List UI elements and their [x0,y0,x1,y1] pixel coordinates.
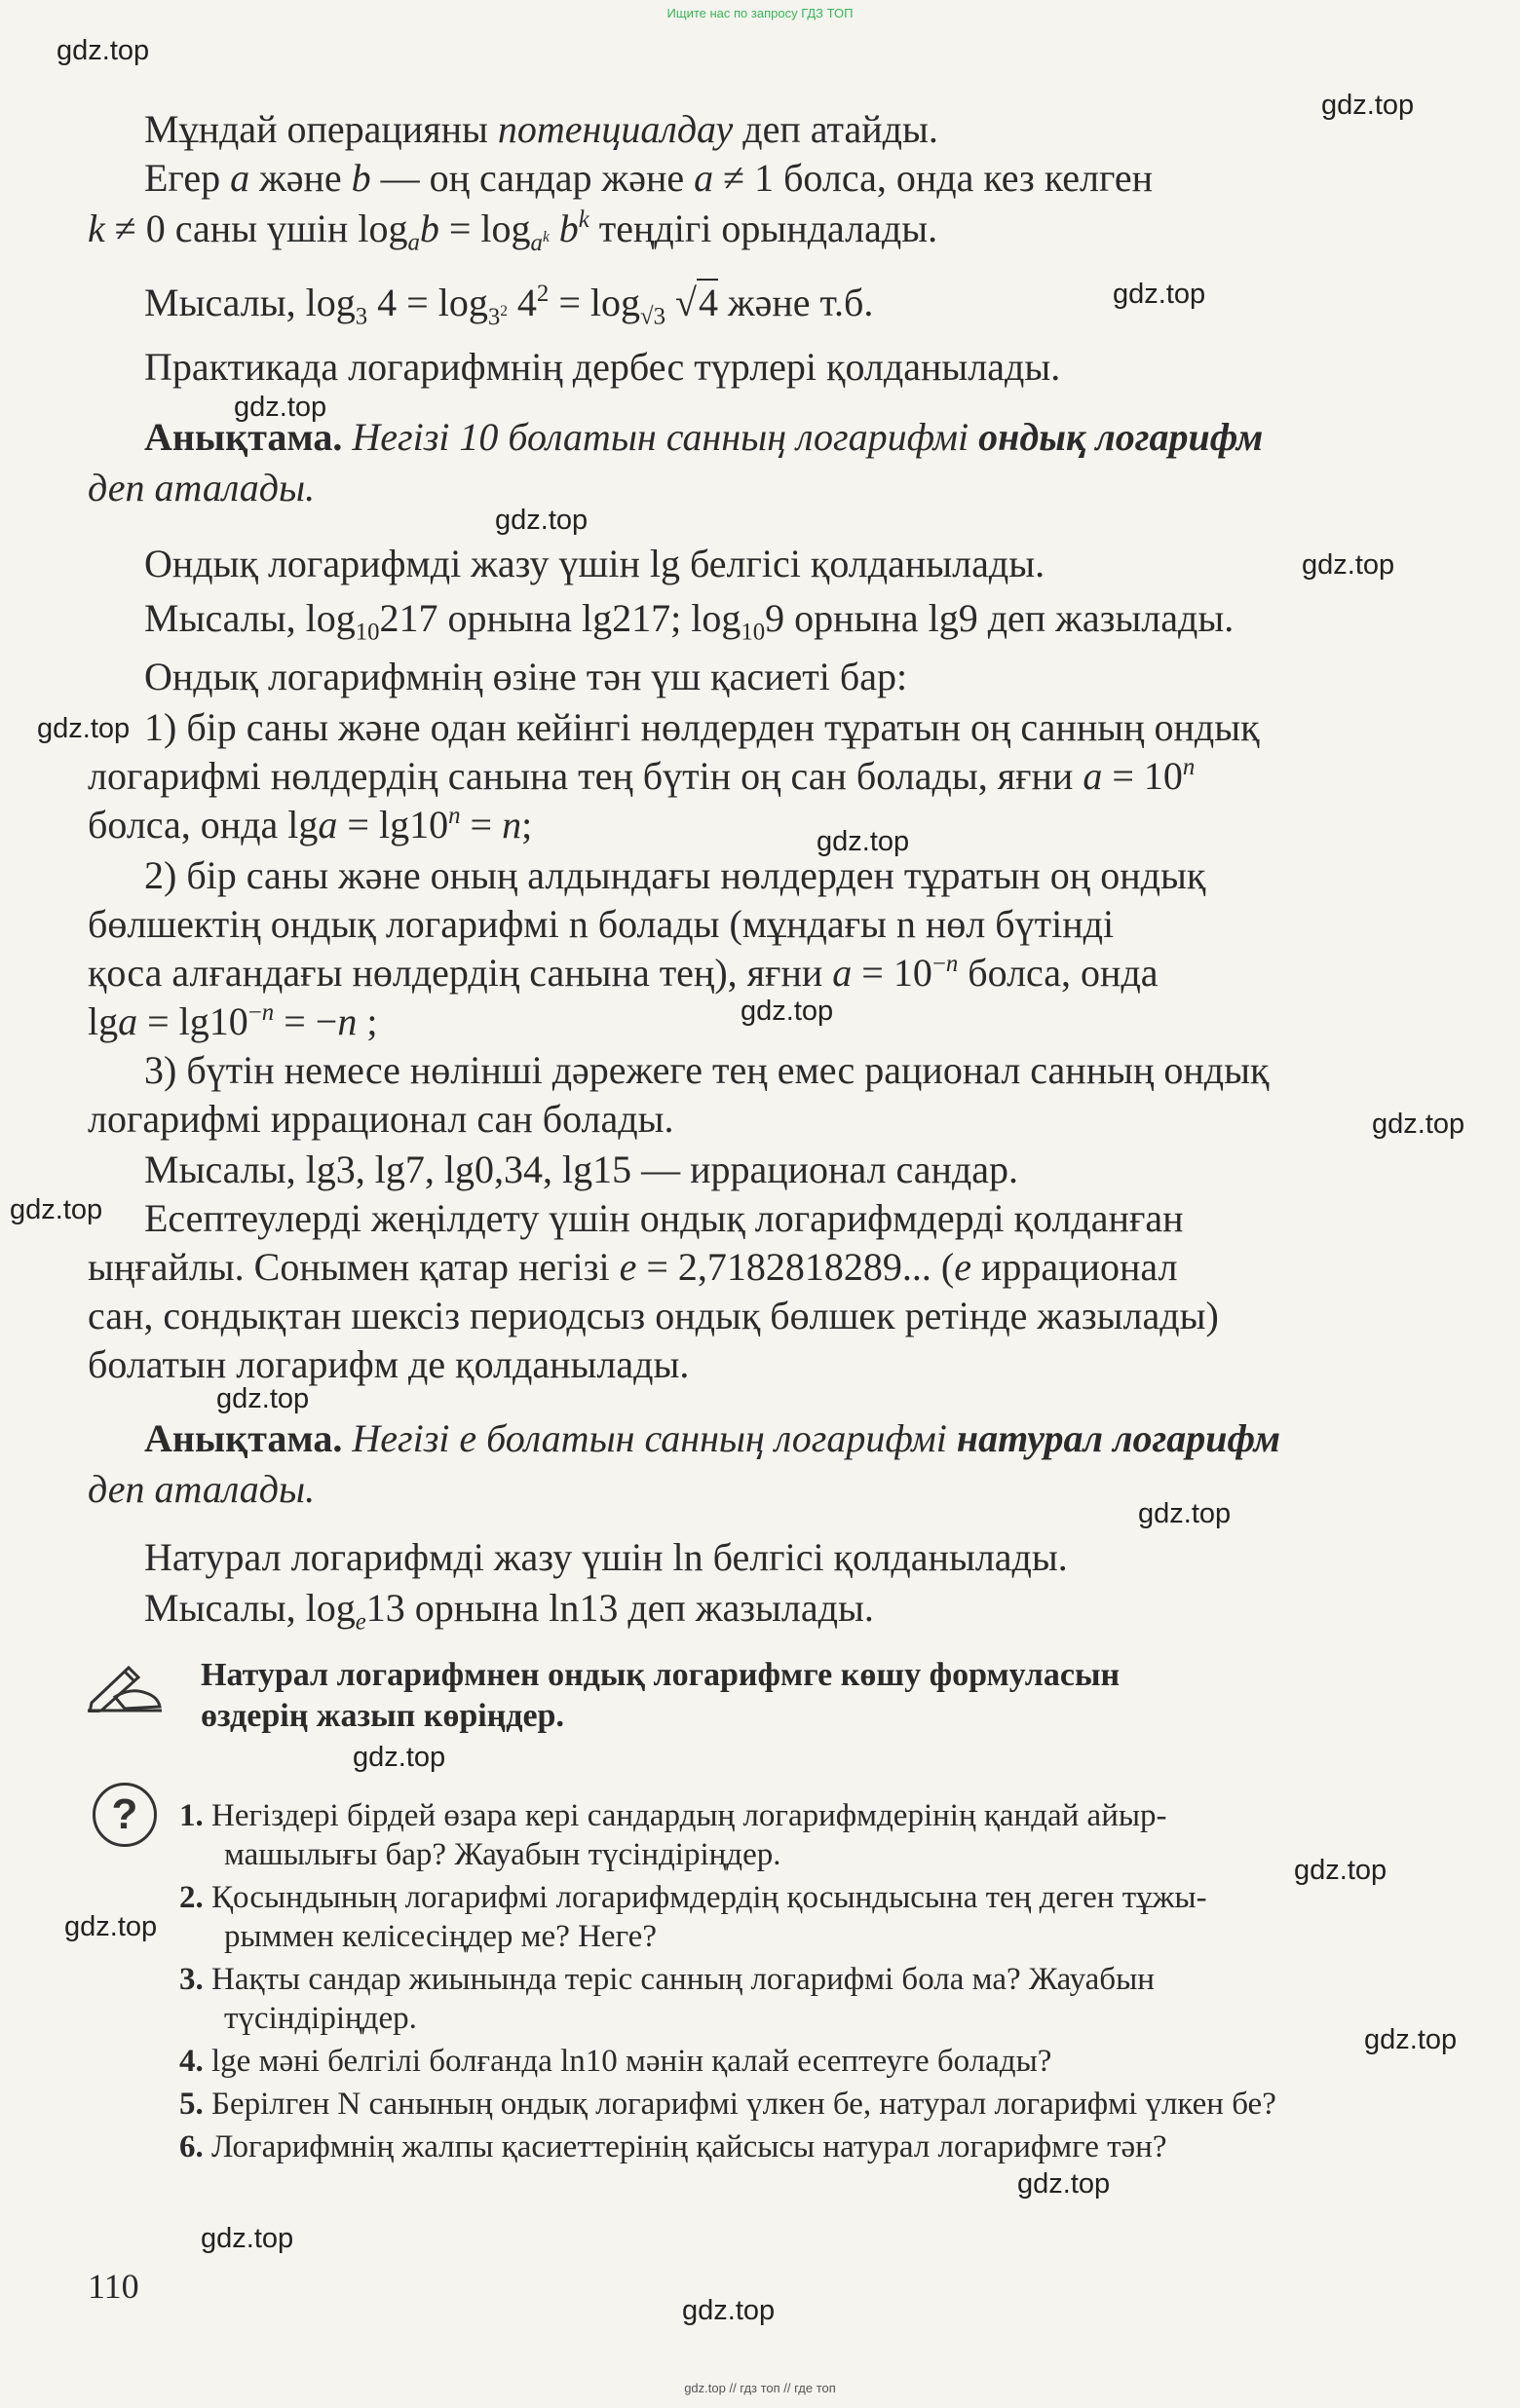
text-line: 1) бір саны және одан кейінгі нөлдерден тұратын оң санның ондық [144,705,1260,749]
text-line: Ондық логарифмді жазу үшін lg белгісі қолданылады. [144,542,1045,585]
watermark: gdz.top [216,1383,310,1414]
page-number: 110 [88,2267,139,2306]
question-item: 4. lge мәні белгілі болғанда ln10 мәнін қалай есептеуге болады? [179,2044,1052,2079]
watermark: gdz.top [1113,279,1206,310]
text-line: 2) бір саны және оның алдындағы нөлдерден тұратын оң ондық [144,853,1206,897]
top-banner: Ищите нас по запросу ГДЗ ТОП [666,6,854,20]
text-line: Мысалы, $\log_3 4 = \log_{3^2} 4^2 = \log_{√3} √4$ және т.б. [144,281,874,330]
question-item-cont: түсіндіріңдер. [224,2001,417,2036]
watermark: gdz.top [1302,549,1395,581]
text-line: болатын логарифм де қолданылады. [88,1342,690,1386]
watermark: gdz.top [10,1194,103,1225]
question-item-cont: рыммен келісесіңдер ме? Неге? [224,1919,657,1954]
watermark: gdz.top [495,505,589,536]
question-item: 2. Қосындының логарифмі логарифмдердің қосындысына тең деген тұжы- [179,1880,1207,1915]
text-line: деп аталады. [88,1467,316,1511]
text-line: қоса алғандағы нөлдердің санына тең), яғни $a = 10^{-n}$ болса, онда [88,951,1159,995]
text-line: логарифмі иррационал сан болады. [88,1097,674,1141]
text-line: Натурал логарифмді жазу үшін ln белгісі қолданылады. [144,1535,1068,1579]
question-item: 6. Логарифмнің жалпы қасиеттерінің қайсысы натурал логарифмге тән? [179,2129,1167,2164]
watermark: gdz.top [1017,2168,1111,2200]
text-line: бөлшектің ондық логарифмі n болады (мұндағы n нөл бүтінді [88,902,1115,946]
watermark: gdz.top [353,1742,446,1773]
watermark: gdz.top [57,35,150,66]
watermark: gdz.top [37,713,131,744]
text-line: болса, онда $\lg a = \lg 10^n = n$; [88,803,533,847]
text-line: Мысалы, lg3, lg7, lg0,34, lg15 — иррационал сандар. [144,1148,1019,1191]
text-line: 3) бүтін немесе нөлінші дәрежеге тең емес рационал санның ондық [144,1048,1270,1092]
text-line: логарифмі нөлдердің санына тең бүтін оң сан болады, яғни $a = 10^n$ [88,754,1196,798]
watermark: gdz.top [741,996,834,1027]
question-circle-icon: ? [93,1783,157,1847]
definition-decimal: Анықтама. Негізі 10 болатын санның логарифмі ондық логарифм [144,415,1264,459]
question-item: 1. Негіздері бірдей өзара кері сандардың логарифмдерінің қандай айыр- [179,1798,1167,1833]
watermark: gdz.top [682,2295,776,2326]
watermark: gdz.top [234,392,327,423]
watermark: gdz.top [64,1911,158,1942]
text-line: Практикада логарифмнің дербес түрлері қолданылады. [144,345,1061,389]
question-item-cont: машылығы бар? Жауабын түсіндіріңдер. [224,1837,781,1872]
text-line: Есептеулерді жеңілдету үшін ондық логарифмдерді қолданған [144,1196,1184,1240]
text-line: $\lg a = \lg 10^{-n} = -n$ ; [88,999,378,1043]
watermark: gdz.top [1294,1855,1387,1886]
definition-natural: Анықтама. Негізі e болатын санның логарифмі натурал логарифм [144,1416,1281,1460]
text-line: сан, сондықтан шексіз периодсыз ондық бөлшек ретінде жазылады) [88,1294,1219,1337]
text-line: Ондық логарифмнің өзіне тән үш қасиеті бар: [144,655,908,698]
watermark: gdz.top [201,2223,294,2254]
text-line: Мысалы, $\log_{10}217$ орнына lg217; $\log_{10}9$ орнына lg9 деп жазылады. [144,596,1235,646]
watermark: gdz.top [1364,2024,1458,2055]
watermark: gdz.top [817,826,910,857]
task-line: өздерің жазып көріңдер. [201,1698,564,1734]
watermark: gdz.top [1321,90,1415,121]
question-item: 5. Берілген N санының ондық логарифмі үлкен бе, натурал логарифмі үлкен бе? [179,2087,1276,2122]
text-line: Мысалы, $\log_e13$ орнына ln13 деп жазылады. [144,1586,874,1636]
bottom-banner: gdz.top // гдз топ // где топ [684,2381,836,2395]
text-line: ыңғайлы. Сонымен қатар негізі e = 2,7182818289... (e иррационал [88,1245,1178,1289]
text-line: Егер a және b — оң сандар және a ≠ 1 болса, онда кез келген [144,156,1154,200]
text-line: деп аталады. [88,466,316,509]
watermark: gdz.top [1372,1109,1465,1140]
writing-hand-icon [86,1658,164,1712]
watermark: gdz.top [1138,1498,1232,1529]
question-item: 3. Нақты сандар жиынында теріс санның логарифмі бола ма? Жауабын [179,1962,1155,1997]
text-line: k ≠ 0 саны үшін $\log_ab = \log_{a^k} b^k$ теңдігі орындалады. [88,207,938,256]
text-line: Мұндай операцияны потенциалдау деп атайды. [144,107,938,151]
task-line: Натурал логарифмнен ондық логарифмге көшу формуласын [201,1657,1121,1693]
